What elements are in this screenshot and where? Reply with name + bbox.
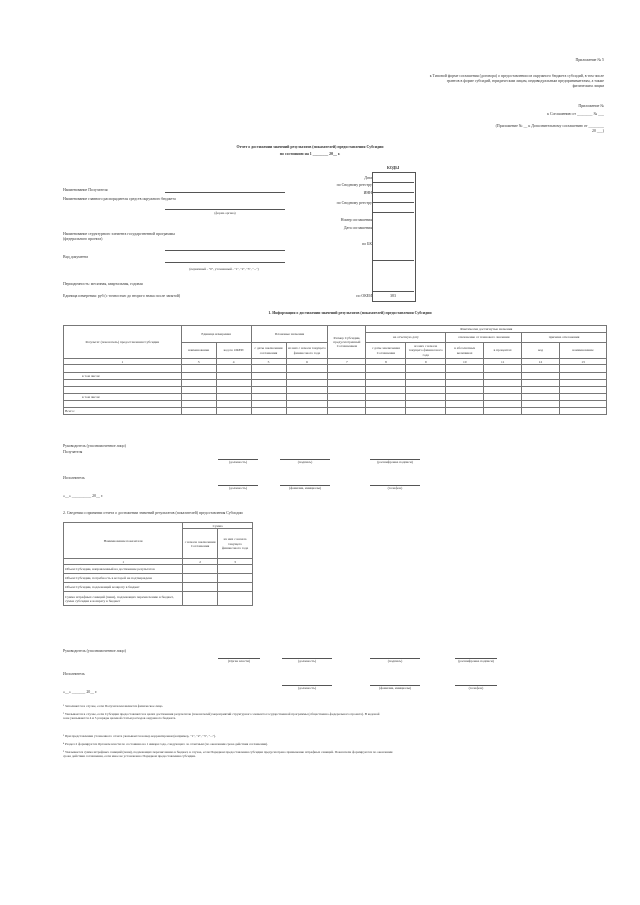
footnote-2: ² Указывается в случае, если Субсидия предоставляется в целях достижения результатов (показателей) мероприятий структурного элемента государственной программы (общественно-федерального проекта). В кодовой зоне указываются 4 и 5 разряды целевой статьи расходов окружного бюджета. — [63, 712, 380, 721]
unit-label: Единица измерения: руб (с точностью до второго знака после запятой) — [63, 294, 181, 298]
table-row: Сумма штрафных санкций (пени), подлежащих перечислению в бюджет, сумма субсидии к возврату в бюджет — [64, 592, 253, 606]
table-row — [64, 365, 607, 373]
col-unit-code: код по ОКЕИ — [216, 343, 251, 359]
sig1-executor: Исполнитель — [63, 476, 85, 480]
sig2-fio: (фамилия, инициалы) — [370, 685, 420, 691]
col-reason: причина отклонения — [522, 333, 607, 343]
label-date: Дата — [364, 176, 372, 180]
codes-header: КОДЫ — [386, 166, 400, 170]
sig2-position: (должность) — [282, 658, 332, 664]
label-okei: по ОКЕИ — [356, 294, 372, 298]
sig2-signature: (подпись) — [370, 658, 420, 664]
col-result: Результат (показатель) предоставления Субсидии — [64, 326, 182, 359]
label-svod-reestr-2: по Сводному реестру — [336, 201, 372, 205]
col-indicator-name: Наименование показателя — [64, 523, 183, 559]
sig2-date: «__» _______ 20__ г. — [63, 690, 98, 694]
table-row-total: Всего: — [64, 408, 607, 415]
document-type-hint: (первичный - "0", уточненный - "1", "2", "3", "...") — [189, 267, 259, 271]
sig1-date: «__» __________ 20__ г. — [63, 494, 104, 498]
label-bk: по БК — [362, 242, 372, 246]
col-reason-code: код — [522, 343, 560, 359]
col-dev-pct: в процентах — [484, 343, 522, 359]
table-row — [64, 387, 607, 394]
additional-agreement-reference: (Приложение № __ к Дополнительному соглашению от ________ 20 ___) — [495, 124, 604, 133]
col-deviation: отклонение от планового значения — [446, 333, 522, 343]
footnote-1: ¹ Заполняется в случае, если Получателем является физическое лицо. — [63, 704, 164, 708]
document-type-label: Вид документа — [63, 255, 89, 259]
col-fact-date: на отчетную дату — [366, 333, 446, 343]
report-date: по состоянию на 1 ________ 20__ г. — [279, 152, 341, 156]
acceptance-table — [63, 522, 253, 606]
footnote-3: ³ При представлении уточненного отчета указывается номер корректировки (например, "1", "2", "3", "..."). — [63, 734, 216, 738]
label-inn: ИНН — [363, 191, 372, 195]
agreement-reference: к Соглашению от ________ № ___ — [547, 112, 604, 116]
col-unit: Единица измерения — [181, 326, 251, 343]
column-numbers-row: 1 3 4 5 6 7 8 9 10 11 12 13 — [64, 359, 607, 365]
table-row: в том числе: — [64, 373, 607, 380]
sig2-executor: Исполнитель — [63, 672, 85, 676]
col-sum: Сумма — [183, 523, 253, 529]
sig2-head: Руководитель (уполномоченное лицо) — [63, 649, 126, 653]
label-svod-reestr: по Сводному реестру — [336, 183, 372, 187]
sig2-org: (Орган власти) — [218, 658, 260, 664]
table-row: Объем Субсидии, направленный на достижение результатов — [64, 565, 253, 574]
col-plan-from: с даты заключения соглашения — [251, 343, 286, 359]
sig1-decoding: (расшифровка подписи) — [370, 459, 420, 465]
table-row — [64, 380, 607, 387]
sig2-phone: (телефон) — [455, 685, 497, 691]
sig1-signature: (подпись) — [280, 459, 330, 465]
sig1-position: (должность) — [218, 459, 258, 465]
col-fact-year: из них с начала текущего финансового года — [406, 343, 446, 359]
col-plan-year: из них с начала текущего финансового года — [286, 343, 328, 359]
sig1-phone: (телефон) — [370, 485, 420, 491]
table-row: Объем Субсидии, потребность в которой не подтверждена — [64, 574, 253, 583]
label-agreement-date: Дата соглашения — [343, 226, 372, 230]
gad-label: Наименование главного распорядителя средств окружного бюджета — [63, 197, 176, 201]
appendix-number: Приложение № 5 — [575, 58, 604, 62]
report-title: Отчет о достижении значений результатов (показателей) предоставления Субсидии — [236, 145, 384, 149]
recipient-label: Наименование Получателя — [63, 188, 108, 192]
appendix-no: Приложение № — [578, 104, 604, 108]
col-fact-from: с даты заключения Соглашения — [366, 343, 406, 359]
structural-element-label: Наименование структурного элемента государственной программы (федерального проекта) — [63, 232, 175, 241]
periodicity-label: Периодичность: месячная, квартальная, годовая — [63, 282, 143, 286]
table-row: Объем Субсидии, подлежащий возврату в бюджет — [64, 583, 253, 592]
col-sum-year: из них с начала текущего финансового года — [218, 529, 253, 559]
section1-title: 1. Информация о достижении значений результатов (показателей) предоставления Субсидии — [268, 311, 432, 315]
table-row: в том числе: — [64, 394, 607, 401]
column-numbers-row: 1 2 3 — [64, 559, 253, 565]
footnote-5: ⁵ Указывается сумма штрафных санкций (пени), подлежащих перечислению в бюджет, в случае, если Порядком предоставления субсидии предусмотрено применение штрафных санкций. Показатели формируются по окончании срока действия соглашения, если иное не установлено Порядком предоставления субсидии. — [63, 750, 393, 759]
section2-title: 2. Сведения о принятии отчета о достижении значений результатов (показателей) предоставления Субсидии — [63, 511, 243, 515]
sig1-fio: (фамилия, инициалы) — [280, 485, 330, 491]
footnote-4: ⁴ Раздел 2 формируется Органом власти по состоянию на 1 января года, следующего за отчетным (по окончании срока действия соглашения). — [63, 742, 268, 746]
col-sum-from: с начала заключения Соглашения — [183, 529, 218, 559]
col-unit-name: наименование — [181, 343, 216, 359]
gov-form-hint: (форма органа) — [214, 211, 236, 215]
col-size: Размер Субсидии, предусмотренный Соглашением — [328, 326, 366, 359]
col-plan: Плановые значения — [251, 326, 328, 343]
appendix-description: к Типовой форме соглашения (договора) о предоставлении из окружного бюджета субсидий, в том числе грантов в форме субсидий, юридическим лицам, индивидуальным предпринимателям, а также физическим лицам — [429, 74, 604, 88]
sig2-position2: (должность) — [282, 685, 332, 691]
okei-code: 383 — [390, 294, 396, 298]
label-agreement-number: Номер соглашения — [340, 218, 372, 222]
col-reason-name: наименование — [560, 343, 607, 359]
sig1-head: Руководитель (уполномоченное лицо) — [63, 444, 126, 448]
col-dev-abs: в абсолютных величинах — [446, 343, 484, 359]
sig1-position2: (должность) — [218, 485, 258, 491]
col-fact: Фактически достигнутые значения — [366, 326, 607, 333]
sig1-recipient: Получателя — [63, 450, 83, 454]
results-table — [63, 325, 607, 415]
table-row — [64, 401, 607, 408]
sig2-decoding: (расшифровка подписи) — [455, 658, 497, 664]
